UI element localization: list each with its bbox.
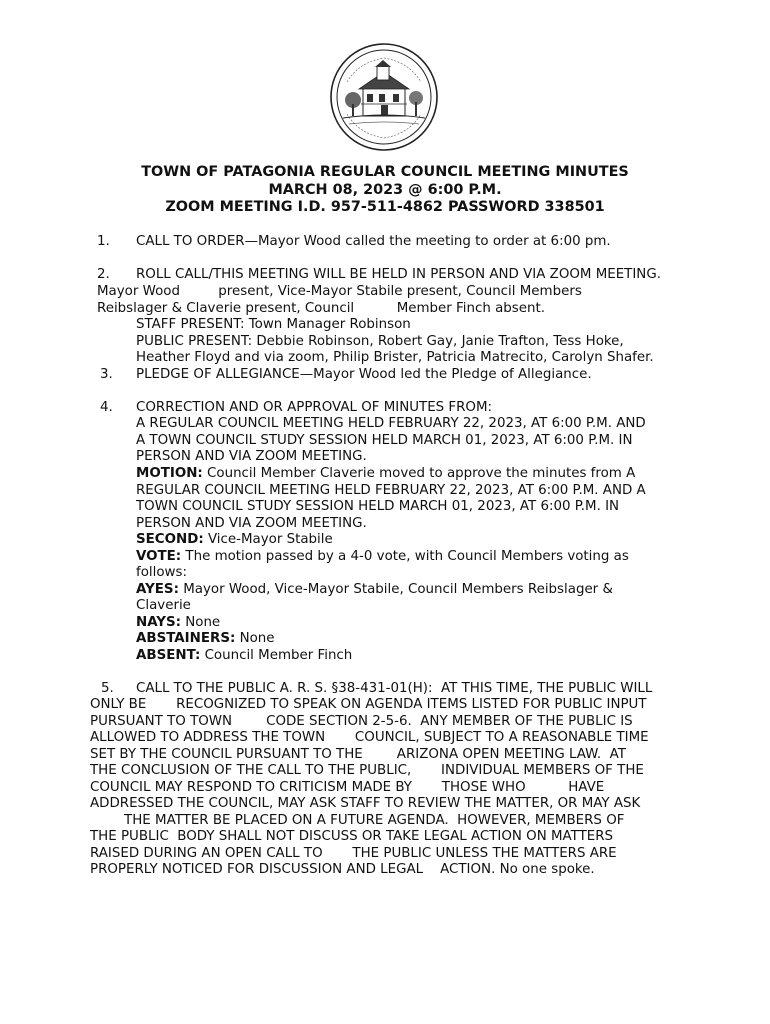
title-line-1: TOWN OF PATAGONIA REGULAR COUNCIL MEETING MINUTES	[141, 164, 629, 180]
absent-text: Council Member Finch	[200, 648, 353, 663]
ayes-label: AYES:	[136, 582, 179, 597]
staff-present: STAFF PRESENT: Town Manager Robinson	[136, 317, 411, 332]
item-2-number: 2.	[97, 267, 110, 282]
item-5-line: THE MATTER BE PLACED ON A FUTURE AGENDA. HOWEVER, MEMBERS OF	[90, 813, 625, 828]
item-3-text: PLEDGE OF ALLEGIANCE—Mayor Wood led the Pledge of Allegiance.	[136, 367, 592, 382]
town-seal-logo	[329, 42, 439, 152]
motion-line-4: PERSON AND VIA ZOOM MEETING.	[136, 516, 367, 531]
ayes-line-2: Claverie	[136, 598, 191, 613]
vote-label: VOTE:	[136, 549, 182, 564]
motion-line-2: REGULAR COUNCIL MEETING HELD FEBRUARY 22, 2023, AT 6:00 P.M. AND A	[136, 483, 646, 498]
item-5-line: PURSUANT TO TOWN CODE SECTION 2-5-6. ANY MEMBER OF THE PUBLIC IS	[90, 714, 633, 729]
item-5-line: PROPERLY NOTICED FOR DISCUSSION AND LEGAL ACTION. No one spoke.	[90, 862, 595, 877]
nays-label: NAYS:	[136, 615, 181, 630]
item-4-line-2: A REGULAR COUNCIL MEETING HELD FEBRUARY 22, 2023, AT 6:00 P.M. AND	[136, 416, 646, 431]
item-1-text: CALL TO ORDER—Mayor Wood called the meeting to order at 6:00 pm.	[136, 234, 611, 249]
abstainers-line	[136, 631, 275, 648]
document-title	[0, 164, 770, 217]
title-line-3: ZOOM MEETING I.D. 957-511-4862 PASSWORD 338501	[165, 199, 605, 215]
item-2-line-3: Reibslager & Claverie present, Council Member Finch absent.	[97, 301, 546, 316]
nays-text: None	[180, 615, 221, 630]
motion-line-3: TOWN COUNCIL STUDY SESSION HELD MARCH 01, 2023, AT 6:00 P.M. IN	[136, 499, 620, 514]
item-4-number: 4.	[100, 400, 113, 415]
item-2-line-1: ROLL CALL/THIS MEETING WILL BE HELD IN PERSON AND VIA ZOOM MEETING.	[136, 267, 661, 282]
second-line	[136, 532, 333, 549]
vote-line-1	[136, 549, 629, 566]
motion-line-1	[136, 466, 635, 483]
motion-text: Council Member Claverie moved to approve the minutes from A	[202, 466, 636, 481]
item-5-line: SET BY THE COUNCIL PURSUANT TO THE ARIZONA OPEN MEETING LAW. AT	[90, 747, 626, 762]
item-1-number: 1.	[97, 234, 110, 249]
public-present-line-2: Heather Floyd and via zoom, Philip Brister, Patricia Matrecito, Carolyn Shafer.	[136, 350, 654, 365]
vote-line-2: follows:	[136, 565, 187, 580]
title-line-2: MARCH 08, 2023 @ 6:00 P.M.	[268, 181, 502, 198]
item-5-line: ALLOWED TO ADDRESS THE TOWN COUNCIL, SUBJECT TO A REASONABLE TIME	[90, 730, 649, 745]
item-4-line-1: CORRECTION AND OR APPROVAL OF MINUTES FROM:	[136, 400, 493, 415]
item-4-line-3: A TOWN COUNCIL STUDY SESSION HELD MARCH 01, 2023, AT 6:00 P.M. IN	[136, 433, 633, 448]
public-present-line-1: PUBLIC PRESENT: Debbie Robinson, Robert Gay, Janie Trafton, Tess Hoke,	[136, 334, 624, 349]
item-5-line: ADDRESSED THE COUNCIL, MAY ASK STAFF TO REVIEW THE MATTER, OR MAY ASK	[90, 796, 641, 811]
second-text: Vice-Mayor Stabile	[203, 532, 333, 547]
item-5-line: THE CONCLUSION OF THE CALL TO THE PUBLIC, INDIVIDUAL MEMBERS OF THE	[90, 763, 644, 778]
abstainers-text: None	[235, 631, 275, 646]
item-5-line: ONLY BE RECOGNIZED TO SPEAK ON AGENDA ITEMS LISTED FOR PUBLIC INPUT	[90, 697, 647, 712]
item-4-line-4: PERSON AND VIA ZOOM MEETING.	[136, 449, 367, 464]
absent-line	[136, 648, 352, 665]
item-5-number: 5.	[101, 681, 114, 696]
ayes-text: Mayor Wood, Vice-Mayor Stabile, Council Members Reibslager &	[178, 582, 613, 597]
ayes-line-1	[136, 582, 613, 599]
vote-text: The motion passed by a 4-0 vote, with Council Members voting as	[181, 549, 629, 564]
absent-label: ABSENT:	[136, 648, 201, 663]
second-label: SECOND:	[136, 532, 204, 547]
item-5-line: THE PUBLIC BODY SHALL NOT DISCUSS OR TAKE LEGAL ACTION ON MATTERS	[90, 829, 614, 844]
item-5-line: RAISED DURING AN OPEN CALL TO THE PUBLIC UNLESS THE MATTERS ARE	[90, 846, 617, 861]
item-5-line: COUNCIL MAY RESPOND TO CRITICISM MADE BY THOSE WHO HAVE	[90, 780, 605, 795]
item-3-number: 3.	[100, 367, 113, 382]
nays-line	[136, 615, 220, 632]
item-2-line-2: Mayor Wood present, Vice-Mayor Stabile present, Council Members	[97, 284, 582, 299]
item-5-line: CALL TO THE PUBLIC A. R. S. §38-431-01(H): AT THIS TIME, THE PUBLIC WILL	[136, 681, 653, 696]
abstainers-label: ABSTAINERS:	[136, 631, 236, 646]
motion-label: MOTION:	[136, 466, 203, 481]
